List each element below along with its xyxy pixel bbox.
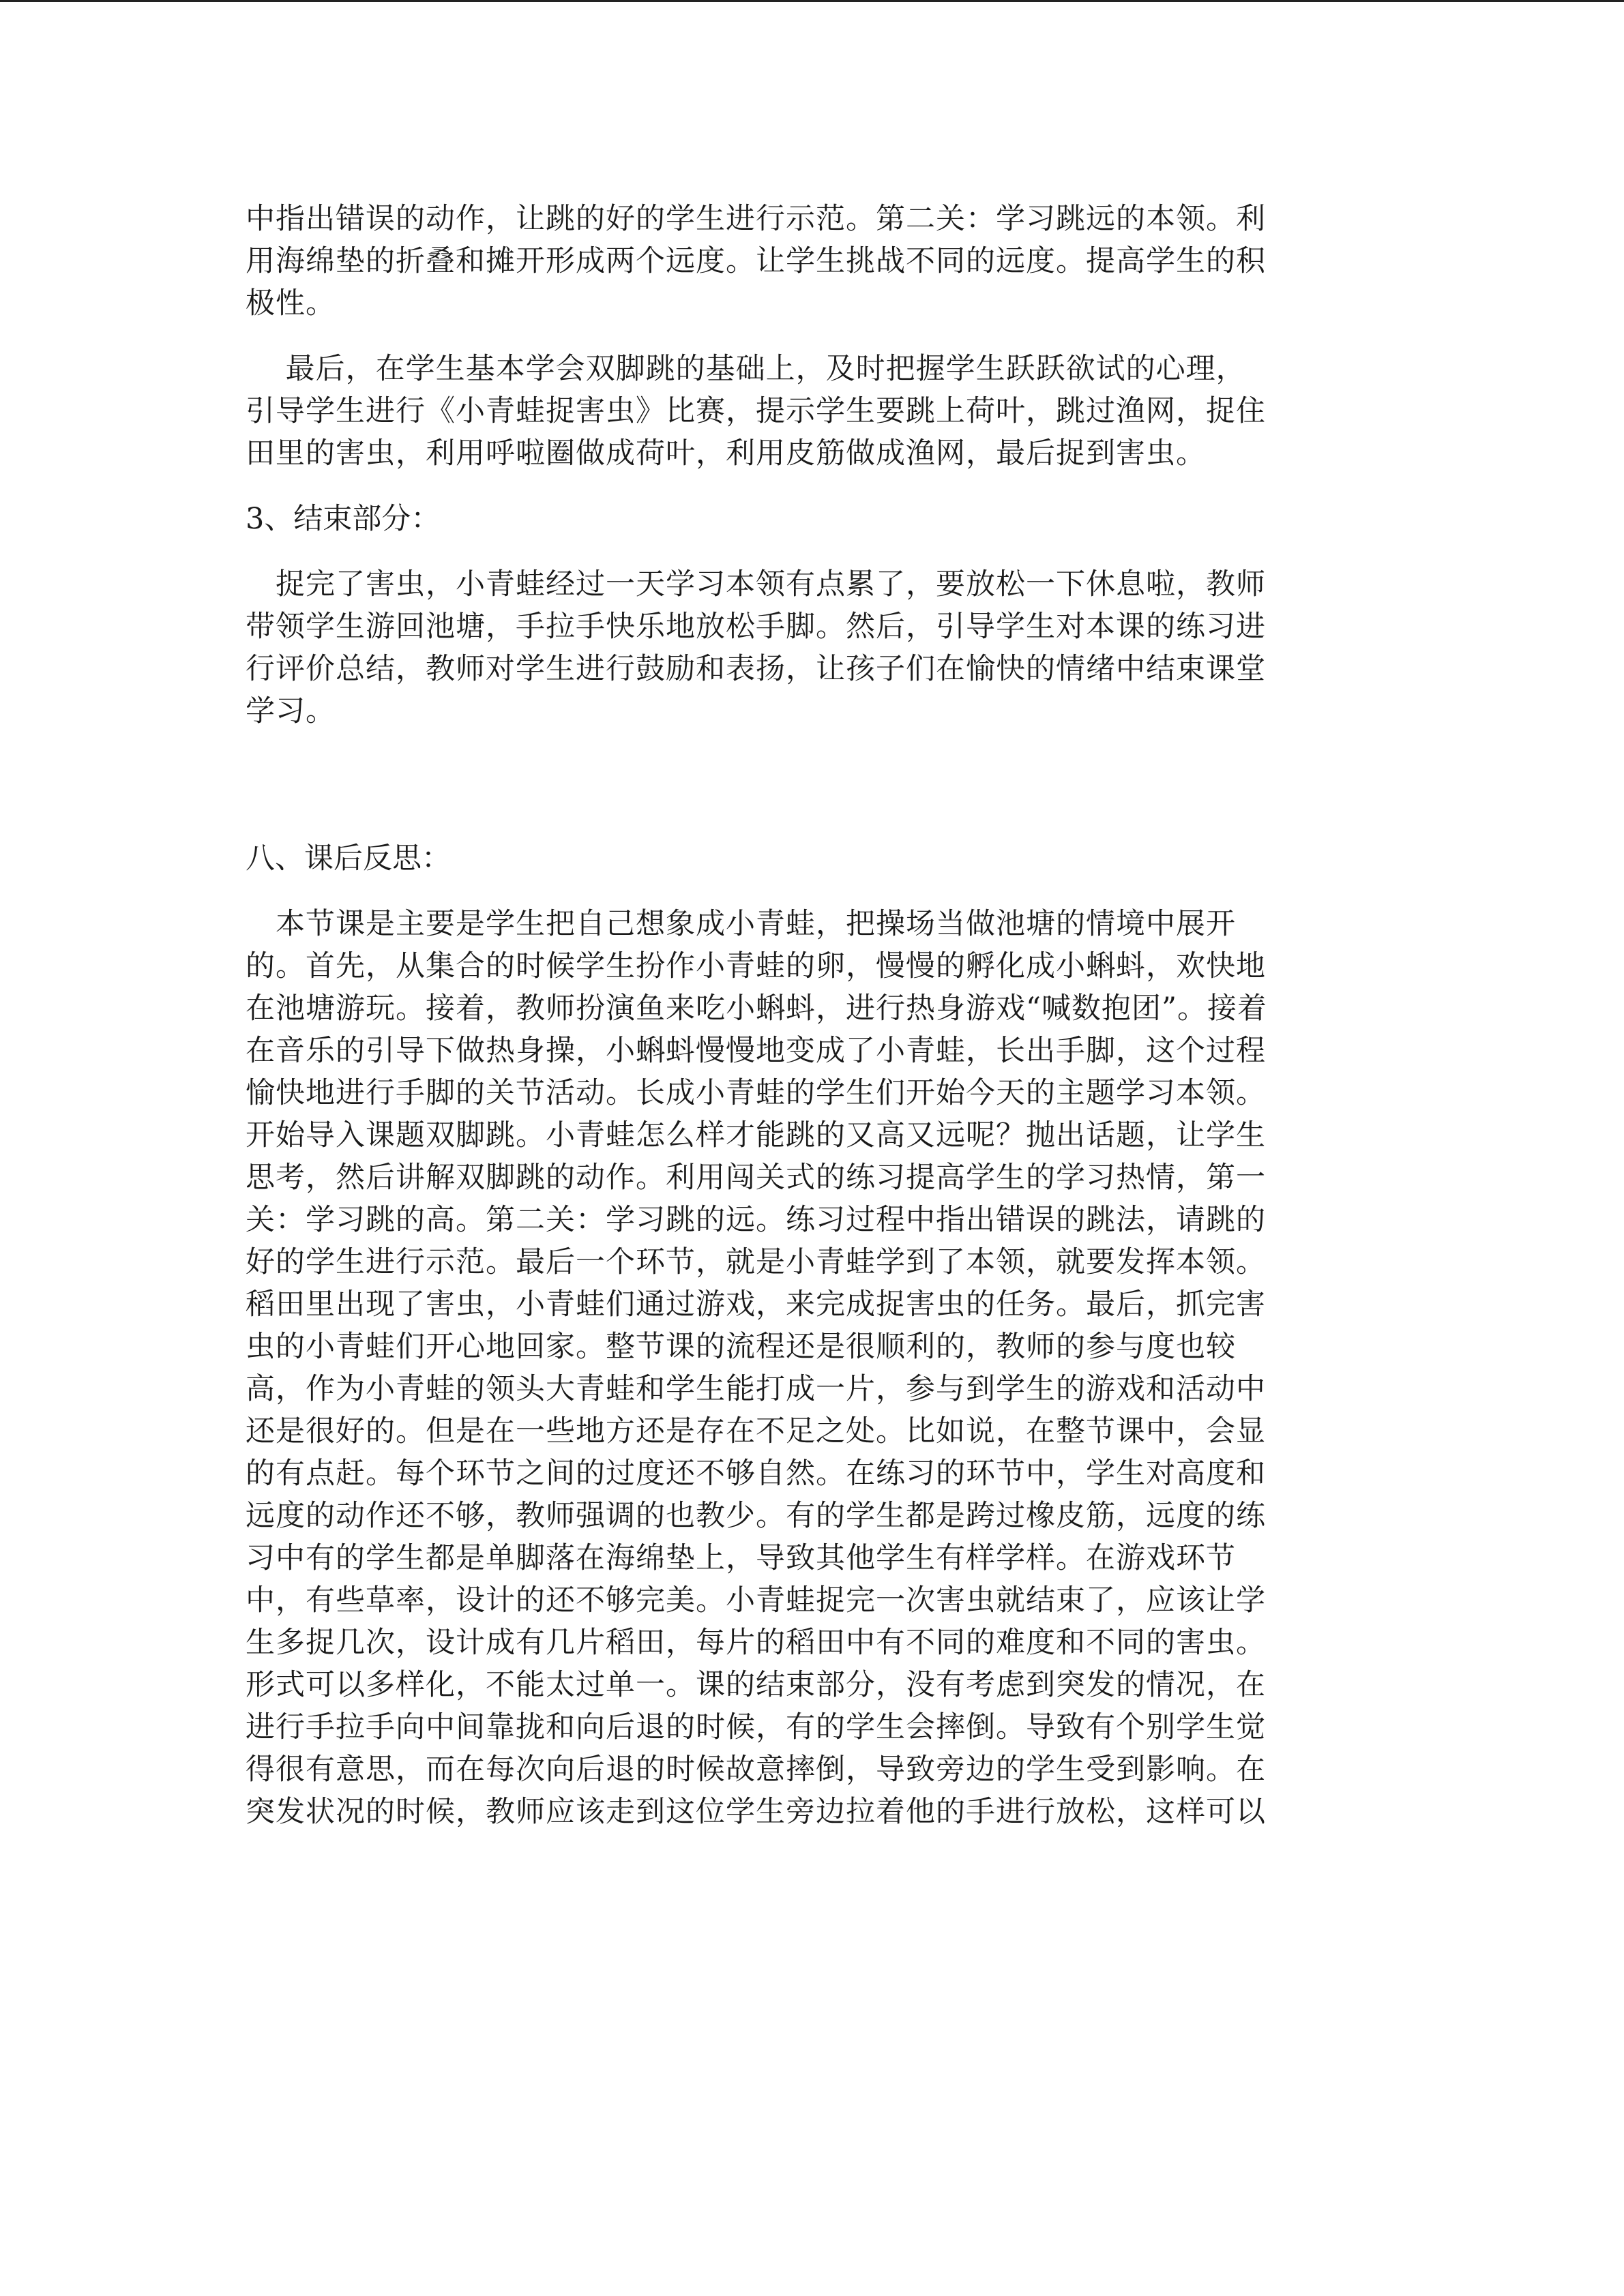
text-line: 习中有的学生都是单脚落在海绵垫上，导致其他学生有样学样。在游戏环节	[246, 1541, 1236, 1575]
text-line: 的有点赶。每个环节之间的过度还不够自然。在练习的环节中，学生对高度和	[246, 1457, 1266, 1491]
text-line: 愉快地进行手脚的关节活动。长成小青蛙的学生们开始今天的主题学习本领。	[246, 1076, 1266, 1110]
text-line: 引导学生进行《小青蛙捉害虫》比赛，提示学生要跳上荷叶，跳过渔网，捉住	[246, 394, 1266, 428]
page-top-border	[0, 0, 1624, 2]
text-line: 还是很好的。但是在一些地方还是存在不足之处。比如说，在整节课中，会显	[246, 1414, 1266, 1448]
text-line: 生多捉几次，设计成有几片稻田，每片的稻田中有不同的难度和不同的害虫。	[246, 1626, 1266, 1660]
paragraph-reflection	[246, 903, 1378, 1833]
text-line: 捉完了害虫，小青蛙经过一天学习本领有点累了，要放松一下休息啦，教师	[246, 567, 1266, 601]
text-line: 稻田里出现了害虫，小青蛙们通过游戏，来完成捉害虫的任务。最后，抓完害	[246, 1287, 1266, 1322]
paragraph-demonstration	[246, 198, 1378, 325]
paragraph-ending	[246, 563, 1378, 732]
section-heading-reflection: 八、课后反思：	[246, 841, 451, 876]
text-line: 的。首先，从集合的时候学生扮作小青蛙的卵，慢慢的孵化成小蝌蚪，欢快地	[246, 949, 1266, 983]
text-line: 思考，然后讲解双脚跳的动作。利用闯关式的练习提高学生的学习热情，第一	[246, 1161, 1266, 1195]
text-line: 得很有意思，而在每次向后退的时候故意摔倒，导致旁边的学生受到影响。在	[246, 1753, 1266, 1787]
text-line: 形式可以多样化，不能太过单一。课的结束部分，没有考虑到突发的情况，在	[246, 1668, 1266, 1702]
text-line: 高，作为小青蛙的领头大青蛙和学生能打成一片，参与到学生的游戏和活动中	[246, 1372, 1266, 1406]
text-line: 学习。	[246, 694, 336, 728]
paragraph-game-contest	[246, 348, 1378, 475]
text-line: 极性。	[246, 286, 336, 320]
document-page	[246, 198, 1378, 1856]
section-spacer	[246, 756, 1378, 837]
text-line: 本节课是主要是学生把自己想象成小青蛙，把操场当做池塘的情境中展开	[246, 907, 1236, 941]
text-line: 最后，在学生基本学会双脚跳的基础上，及时把握学生跃跃欲试的心理，	[246, 352, 1246, 386]
text-line: 田里的害虫，利用呼啦圈做成荷叶，利用皮筋做成渔网，最后捉到害虫。	[246, 436, 1206, 471]
text-line: 虫的小青蛙们开心地回家。整节课的流程还是很顺利的，教师的参与度也较	[246, 1330, 1236, 1364]
text-line: 好的学生进行示范。最后一个环节，就是小青蛙学到了本领，就要发挥本领。	[246, 1245, 1266, 1279]
text-line: 开始导入课题双脚跳。小青蛙怎么样才能跳的又高又远呢？抛出话题，让学生	[246, 1118, 1266, 1152]
text-line: 带领学生游回池塘，手拉手快乐地放松手脚。然后，引导学生对本课的练习进	[246, 610, 1266, 644]
text-line: 用海绵垫的折叠和摊开形成两个远度。让学生挑战不同的远度。提高学生的积	[246, 244, 1266, 278]
text-line: 远度的动作还不够，教师强调的也教少。有的学生都是跨过橡皮筋，远度的练	[246, 1499, 1266, 1533]
text-line: 在音乐的引导下做热身操，小蝌蚪慢慢地变成了小青蛙，长出手脚，这个过程	[246, 1034, 1266, 1068]
text-line: 在池塘游玩。接着，教师扮演鱼来吃小蝌蚪，进行热身游戏“喊数抱团”。接着	[246, 992, 1267, 1026]
text-line: 中指出错误的动作，让跳的好的学生进行示范。第二关：学习跳远的本领。利	[246, 202, 1266, 236]
text-line: 进行手拉手向中间靠拢和向后退的时候，有的学生会摔倒。导致有个别学生觉	[246, 1710, 1266, 1744]
text-line: 行评价总结，教师对学生进行鼓励和表扬，让孩子们在愉快的情绪中结束课堂	[246, 652, 1266, 686]
text-line: 突发状况的时候，教师应该走到这位学生旁边拉着他的手进行放松，这样可以	[246, 1795, 1266, 1829]
section-heading-ending: 3、结束部分：	[246, 502, 441, 536]
text-line: 中，有些草率，设计的还不够完美。小青蛙捉完一次害虫就结束了，应该让学	[246, 1583, 1266, 1617]
text-line: 关：学习跳的高。第二关：学习跳的远。练习过程中指出错误的跳法，请跳的	[246, 1203, 1266, 1237]
